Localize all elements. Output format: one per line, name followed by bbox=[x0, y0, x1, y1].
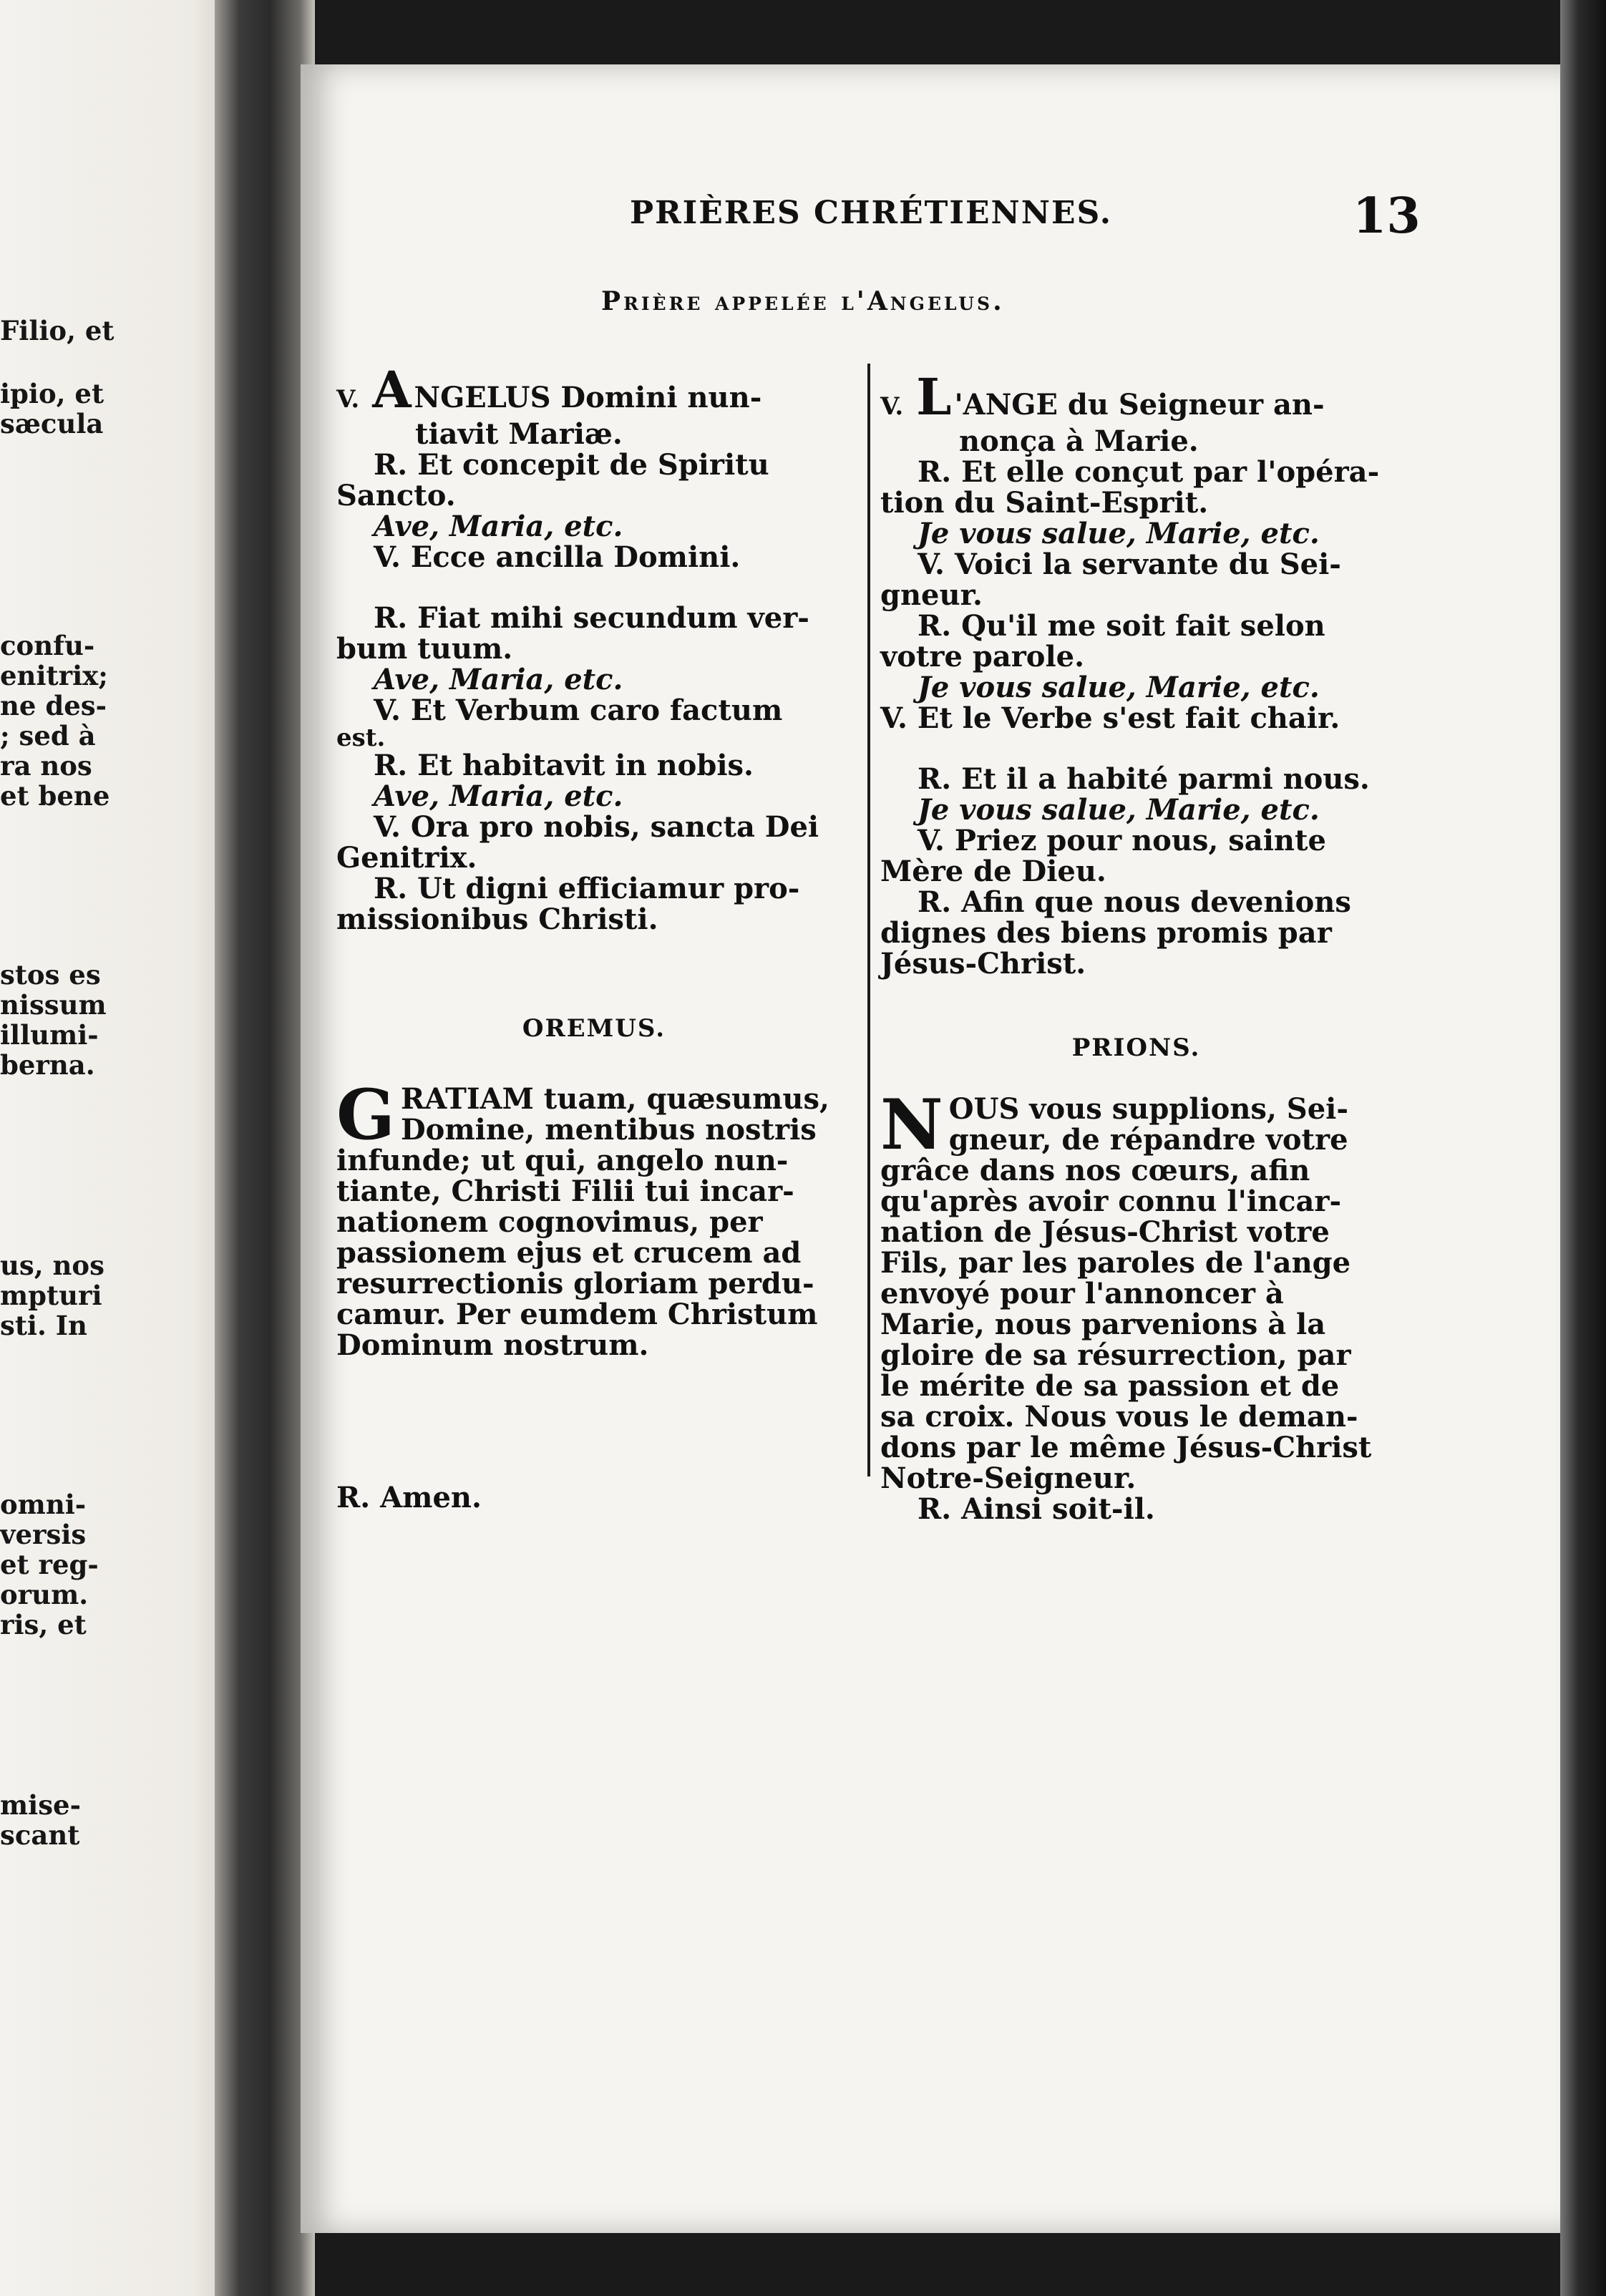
latin-response-2: R. Fiat mihi secundum ver- bbox=[374, 601, 809, 635]
left-page-line: Filio, et bbox=[0, 315, 115, 346]
french-versicle-4: V. Priez pour nous, sainte bbox=[918, 824, 1326, 857]
latin-versicle-2: V. Ecce ancilla Domini. bbox=[374, 540, 741, 574]
french-ave-2: Je vous salue, Marie, etc. bbox=[918, 671, 1320, 704]
french-r4-cont: Jésus-Christ. bbox=[880, 947, 1086, 981]
left-page-line: enitrix; bbox=[0, 660, 108, 691]
latin-prayer-line: Domine, mentibus nostris bbox=[400, 1113, 817, 1147]
french-subhead-prions: PRIONS. bbox=[1071, 1033, 1201, 1062]
french-amen: R. Ainsi soit-il. bbox=[918, 1492, 1155, 1526]
left-page-line: versis bbox=[0, 1519, 87, 1550]
left-page-line: ris, et bbox=[0, 1609, 87, 1640]
latin-ave-3: Ave, Maria, etc. bbox=[374, 779, 623, 813]
french-response-3: R. Et il a habité parmi nous. bbox=[918, 762, 1370, 796]
left-page-line: ; sed à bbox=[0, 720, 96, 751]
latin-v4-cont: Genitrix. bbox=[336, 841, 477, 875]
latin-r2-cont: bum tuum. bbox=[336, 632, 513, 666]
latin-prayer-line: camur. Per eumdem Christum bbox=[336, 1298, 818, 1331]
latin-r1-cont: Sancto. bbox=[336, 479, 456, 512]
left-page-line: ipio, et bbox=[0, 378, 104, 409]
drop-cap: L bbox=[916, 367, 952, 427]
french-versicle-2: V. Voici la servante du Sei- bbox=[918, 548, 1341, 581]
latin-v1-text: NGELUS Domini nun- bbox=[414, 381, 762, 414]
french-prayer-line: Notre-Seigneur. bbox=[880, 1461, 1137, 1495]
french-v1-text: 'ANGE du Seigneur an- bbox=[954, 388, 1325, 422]
latin-prayer-line: Dominum nostrum. bbox=[336, 1328, 649, 1362]
french-prayer-line: dons par le même Jésus-Christ bbox=[880, 1431, 1372, 1464]
latin-versicle-4: V. Ora pro nobis, sancta Dei bbox=[374, 810, 819, 844]
french-r2-cont: votre parole. bbox=[880, 640, 1085, 673]
latin-response-4: R. Ut digni efficiamur pro- bbox=[374, 872, 800, 905]
french-prayer-line: envoyé pour l'annoncer à bbox=[880, 1277, 1284, 1310]
latin-v1-cont: tiavit Mariæ. bbox=[415, 417, 623, 451]
latin-response-1: R. Et concepit de Spiritu bbox=[374, 448, 769, 482]
french-prayer-line: OUS vous supplions, Sei- bbox=[948, 1092, 1348, 1126]
french-prayer-line: gloire de sa résurrection, par bbox=[880, 1338, 1351, 1372]
french-v4-cont: Mère de Dieu. bbox=[880, 855, 1106, 888]
french-prayer-line: qu'après avoir connu l'incar- bbox=[880, 1185, 1342, 1218]
french-prayer-line: le mérite de sa passion et de bbox=[880, 1369, 1340, 1403]
page-edge-shadow bbox=[1560, 0, 1606, 2296]
left-page-line: scant bbox=[0, 1819, 80, 1851]
french-prayer-line: gneur, de répandre votre bbox=[948, 1123, 1348, 1157]
latin-versicle-1 bbox=[336, 361, 852, 419]
latin-prayer-line: passionem ejus et crucem ad bbox=[336, 1236, 802, 1270]
french-versicle-3: V. Et le Verbe s'est fait chair. bbox=[880, 701, 1340, 735]
latin-prayer bbox=[336, 1074, 852, 1362]
french-versicle-1 bbox=[880, 369, 1392, 426]
french-prayer-line: grâce dans nos cœurs, afin bbox=[880, 1154, 1310, 1187]
french-response-4: R. Afin que nous devenions bbox=[918, 885, 1351, 919]
latin-v3-cont: est. bbox=[336, 724, 386, 752]
left-page-line: mise- bbox=[0, 1789, 81, 1821]
french-prayer-line: sa croix. Nous vous le deman- bbox=[880, 1400, 1358, 1434]
french-column bbox=[880, 369, 1392, 1524]
versicle-mark: V. bbox=[336, 385, 360, 414]
section-title: Prière appelée l'Angelus. bbox=[601, 286, 1005, 316]
french-v2-cont: gneur. bbox=[880, 578, 983, 612]
book-gutter bbox=[215, 0, 315, 2296]
latin-prayer-line: nationem cognovimus, per bbox=[336, 1205, 763, 1239]
left-page-line: et bene bbox=[0, 780, 110, 812]
left-page-line: omni- bbox=[0, 1489, 87, 1520]
versicle-mark: V. bbox=[880, 392, 904, 421]
french-response-1: R. Et elle conçut par l'opéra- bbox=[918, 455, 1380, 489]
left-page-line: ra nos bbox=[0, 750, 92, 782]
drop-cap: G bbox=[336, 1074, 395, 1155]
french-response-2: R. Qu'il me soit fait selon bbox=[918, 609, 1325, 643]
left-page-line: berna. bbox=[0, 1049, 95, 1081]
left-page-line: mpturi bbox=[0, 1280, 102, 1311]
latin-versicle-3: V. Et Verbum caro factum bbox=[374, 694, 783, 727]
left-page-line: sti. In bbox=[0, 1310, 87, 1341]
french-prayer-line: Marie, nous parvenions à la bbox=[880, 1308, 1326, 1341]
french-ave-1: Je vous salue, Marie, etc. bbox=[918, 517, 1320, 550]
french-prayer bbox=[880, 1084, 1392, 1495]
latin-ave-2: Ave, Maria, etc. bbox=[374, 663, 623, 696]
left-page-line: et reg- bbox=[0, 1549, 99, 1580]
left-page-line: stos es bbox=[0, 959, 101, 991]
french-r4-cont: dignes des biens promis par bbox=[880, 916, 1332, 950]
latin-subhead-oremus: OREMUS. bbox=[522, 1014, 666, 1043]
left-page-line: nissum bbox=[0, 989, 107, 1021]
page-number: 13 bbox=[1353, 188, 1421, 245]
latin-column bbox=[336, 361, 852, 1513]
left-page-line: ne des- bbox=[0, 690, 107, 721]
latin-r4-cont: missionibus Christi. bbox=[336, 903, 658, 936]
latin-prayer-line: tiante, Christi Filii tui incar- bbox=[336, 1174, 794, 1208]
french-v1-cont: nonça à Marie. bbox=[959, 424, 1199, 458]
column-divider bbox=[867, 364, 870, 1477]
latin-amen: R. Amen. bbox=[336, 1481, 482, 1514]
french-prayer-line: nation de Jésus-Christ votre bbox=[880, 1215, 1330, 1249]
running-head: PRIÈRES CHRÉTIENNES. bbox=[630, 195, 1113, 231]
left-page-line: sæcula bbox=[0, 408, 104, 439]
latin-prayer-line: infunde; ut qui, angelo nun- bbox=[336, 1144, 789, 1177]
latin-response-3: R. Et habitavit in nobis. bbox=[374, 749, 754, 782]
french-r1-cont: tion du Saint-Esprit. bbox=[880, 486, 1209, 520]
drop-cap: N bbox=[880, 1084, 943, 1165]
left-page-line: orum. bbox=[0, 1579, 89, 1610]
latin-prayer-line: resurrectionis gloriam perdu- bbox=[336, 1267, 814, 1300]
latin-ave-1: Ave, Maria, etc. bbox=[374, 510, 623, 543]
left-page-line: us, nos bbox=[0, 1250, 104, 1281]
french-ave-3: Je vous salue, Marie, etc. bbox=[918, 793, 1320, 827]
latin-prayer-line: RATIAM tuam, quæsumus, bbox=[400, 1082, 829, 1116]
left-page-line: confu- bbox=[0, 630, 95, 661]
drop-cap: A bbox=[372, 360, 412, 419]
left-page-line: illumi- bbox=[0, 1019, 99, 1051]
french-prayer-line: Fils, par les paroles de l'ange bbox=[880, 1246, 1351, 1280]
